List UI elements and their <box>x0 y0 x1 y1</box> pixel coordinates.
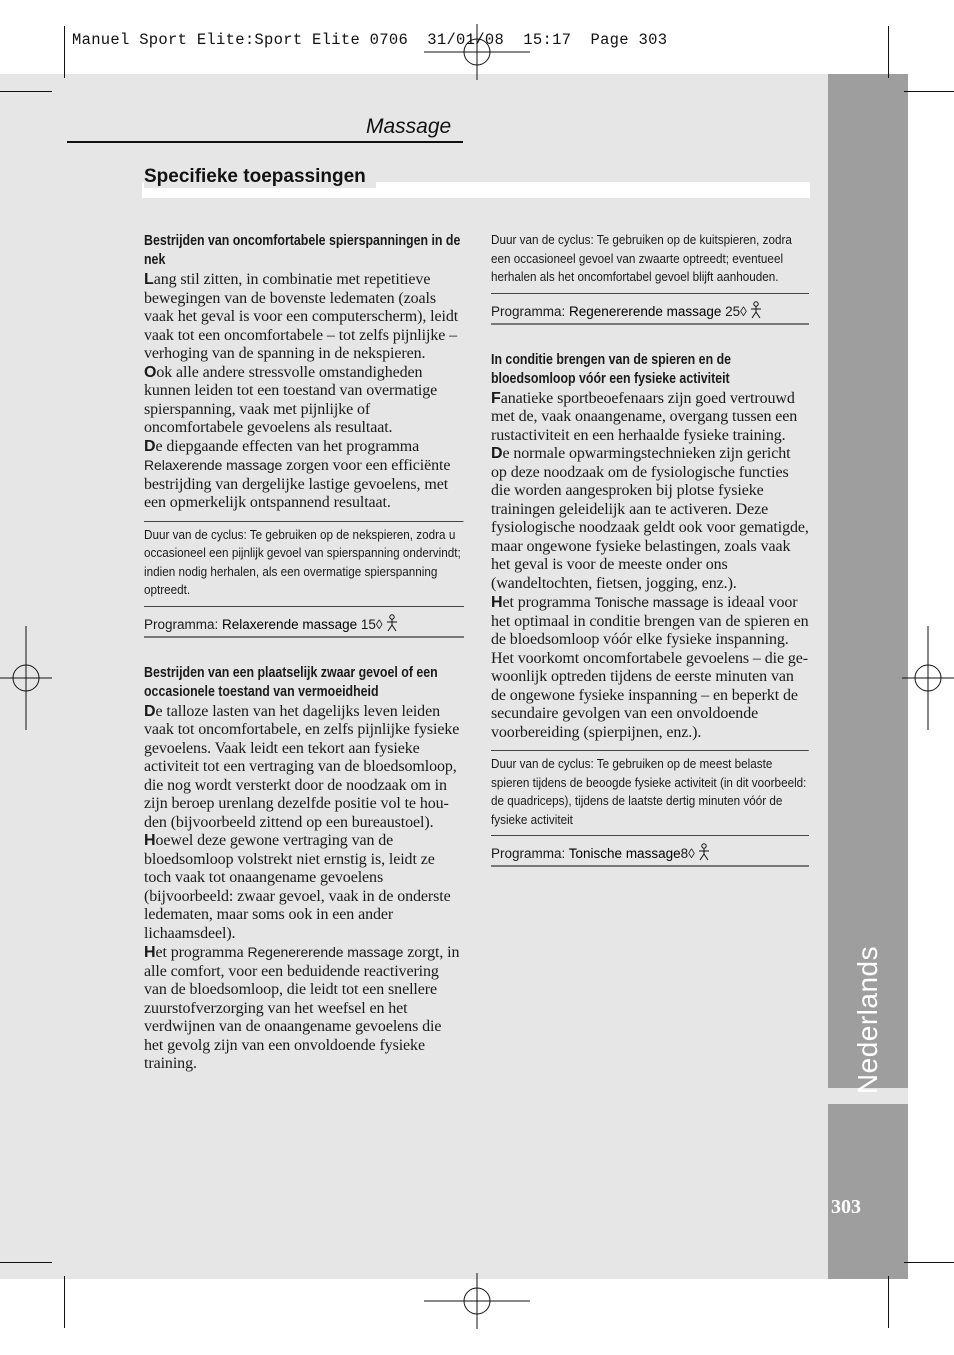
page-number: 303 <box>831 1196 861 1218</box>
cycle-note: Duur van de cyclus: Te gebruiken op de kuitspieren, zodra een occasioneel gevoel van zwaarte optreedt; eventueel herhalen als het oncomfortabel gevoel blijft aanhouden. <box>491 232 792 284</box>
paragraph: Het programma Tonische massage is ideaal voor het optimaal in conditie brengen van de spieren en de bloedsomloop vóór elke fysieke inspanning. Het voorkomt oncomfortabele gevoelens – die gewoonlijk optreden tijdens de eerste minuten van de ongewone fysieke inspanning – en beperkt de secundaire gevolgen van een onvoldoende voorbereiding (spierpijnen, enz.). <box>491 594 809 741</box>
person-figure-icon <box>385 614 399 632</box>
crop-mark <box>888 26 889 78</box>
paragraph: Hoewel deze gewone vertraging van de bloedsomloop volstrekt niet ernstig is, leidt ze toch vaak tot onaangename gevoelens (bijvoorbeeld: zwaar gevoel, vaak in de onderste ledematen, maar soms ook in een ander lichaamsdeel). <box>144 832 451 942</box>
registration-mark-icon <box>0 626 52 730</box>
registration-mark-icon <box>902 626 954 730</box>
section-rule <box>67 141 463 143</box>
paragraph: De diepgaande effecten van het programma Relaxerende massage zorgen voor een efficiënte bestrijding van dergelijke lastige gevoelens, met een opmerkelijk ontspannend resultaat. <box>144 437 451 511</box>
paragraph: Lang stil zitten, in combinatie met repetitieve bewegingen van de bovenste ledematen (zoals vaak het geval is voor een computerscherm), leidt vaak tot een oncomfortabele – tot zelfs pijnlijke – verhoging van de spanning in de nekspieren. <box>144 271 459 362</box>
crop-mark <box>64 1276 65 1328</box>
cycle-note: Duur van de cyclus: Te gebruiken op de nekspieren, zodra u occasioneel een pijnlijk gevoel van spierspanning ondervindt; indien nodig herhalen, als een overmatige spierspanning optreedt. <box>144 521 464 600</box>
subsection-heading: Bestrijden van oncomfortabele spierspanningen in de nek <box>144 233 461 268</box>
program-line: Programma: Relaxerende massage 15◊ <box>144 606 464 638</box>
paragraph: De talloze lasten van het dagelijks leven leiden vaak tot oncomfortabele, en zelfs pijnlijke fysieke gevoelens. Vaak leidt een tekort aan fysieke activiteit tot een vertraging van de bloedsomloop, die nog wordt versterkt door de noodzaak om in zijn beroep urenlang dezelfde positie vol te houden (bijvoorbeeld zittend op een bureaustoel). <box>144 702 460 831</box>
program-name: Relaxerende massage <box>144 457 283 473</box>
crop-mark <box>64 26 65 78</box>
paragraph: Ook alle andere stressvolle omstandigheden kunnen leiden tot een toestand van overmatige spierspanning, vaak met pijnlijke of oncomfortabele gevoelens als resultaat. <box>144 363 438 436</box>
registration-mark-icon <box>424 24 530 80</box>
crop-mark <box>0 1262 52 1263</box>
registration-mark-icon <box>424 1273 530 1329</box>
program-name: Tonische massage <box>594 594 709 610</box>
crop-mark <box>904 91 954 92</box>
right-column <box>491 231 809 867</box>
person-figure-icon <box>697 843 711 861</box>
program-line: Programma: Tonische massage8◊ <box>491 835 809 867</box>
paragraph: De normale opwarmingstechnieken zijn gericht op deze noodzaak om de fysiologische functies die worden aangesproken bij plotse fysieke trainingen geleidelijk aan te activeren. Deze fysiologische noodzaak geldt ook voor gematigde, maar ongewone fysieke belastingen, zoals vaak het geval is voor de meeste onder ons (wandeltochten, fietsen, jogging, enz.). <box>491 445 809 592</box>
person-figure-icon <box>749 301 763 319</box>
crop-mark <box>904 1262 954 1263</box>
paragraph: Fanatieke sportbeoefenaars zijn goed vertrouwd met de, vaak onaangename, overgang tussen een rustactiviteit en een herhaalde fysieke training. <box>491 389 798 444</box>
cycle-note: Duur van de cyclus: Te gebruiken op de meest belaste spieren tijdens de beoogde fysieke activiteit (in dit voorbeeld: de quadriceps), tijdens de laatste dertig minuten vóór de fysieke activiteit <box>491 750 809 829</box>
language-label: Nederlands <box>852 945 883 1095</box>
crop-mark <box>0 91 52 92</box>
program-line: Programma: Regenererende massage 25◊ <box>491 293 809 325</box>
page-heading: Specifieke toepassingen <box>144 166 376 188</box>
program-name: Regenererende massage <box>247 944 404 960</box>
crop-mark <box>888 1276 889 1328</box>
section-title: Massage <box>366 115 452 138</box>
subsection-heading: Bestrijden van een plaatselijk zwaar gevoel of een occasionele toestand van vermoeidheid <box>144 664 438 700</box>
subsection-heading: In conditie brengen van de spieren en de bloedsomloop vóór een fysieke activiteit <box>491 351 732 387</box>
printer-slug: Manuel Sport Elite:Sport Elite 0706 31/01/08 15:17 Page 303 <box>72 31 668 49</box>
paragraph: Het programma Regenererende massage zorgt, in alle comfort, voor een beduidende reactivering van de bloedsomloop, die leidt tot een snellere zuurstofverzorging van het weefsel en het verdwijnen van de onaangename gevoelens die het gevolg zijn van een onvoldoende fysieke training. <box>144 944 460 1072</box>
left-column <box>144 232 464 1074</box>
